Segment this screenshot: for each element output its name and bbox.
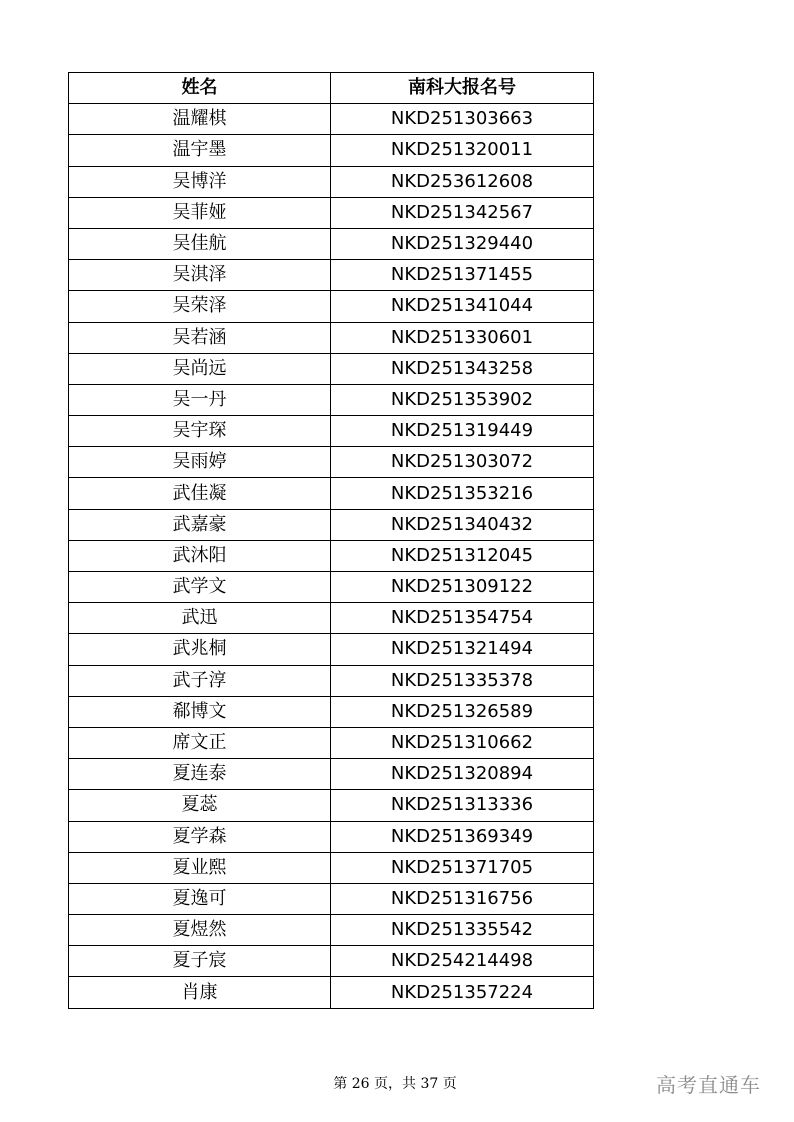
- cell-name: 武迅: [69, 603, 331, 634]
- cell-application-id: NKD251357224: [331, 977, 594, 1008]
- table-row: [69, 977, 594, 1008]
- cell-name: 温耀棋: [69, 104, 331, 135]
- header-application-id: 南科大报名号: [331, 73, 594, 104]
- table-body: [69, 104, 594, 1008]
- table-row: [69, 291, 594, 322]
- cell-application-id: NKD254214498: [331, 946, 594, 977]
- table-row: [69, 665, 594, 696]
- cell-application-id: NKD253612608: [331, 166, 594, 197]
- table-row: [69, 384, 594, 415]
- table-row: [69, 540, 594, 571]
- cell-name: 武佳凝: [69, 478, 331, 509]
- cell-name: 吴尚远: [69, 353, 331, 384]
- cell-name: 夏连泰: [69, 759, 331, 790]
- cell-name: 吴一丹: [69, 384, 331, 415]
- cell-application-id: NKD251309122: [331, 572, 594, 603]
- cell-application-id: NKD251312045: [331, 540, 594, 571]
- cell-application-id: NKD251354754: [331, 603, 594, 634]
- table-row: [69, 228, 594, 259]
- table-row: [69, 603, 594, 634]
- table-row: [69, 135, 594, 166]
- table-row: [69, 821, 594, 852]
- cell-name: 夏学森: [69, 821, 331, 852]
- cell-name: 武学文: [69, 572, 331, 603]
- table-row: [69, 946, 594, 977]
- cell-name: 夏煜然: [69, 915, 331, 946]
- page-number: 第 26 页，共 37 页: [333, 1076, 457, 1092]
- cell-name: 吴博洋: [69, 166, 331, 197]
- cell-application-id: NKD251329440: [331, 228, 594, 259]
- table-row: [69, 353, 594, 384]
- table-row: [69, 790, 594, 821]
- cell-application-id: NKD251316756: [331, 883, 594, 914]
- cell-name: 吴菲娅: [69, 197, 331, 228]
- cell-name: 夏蕊: [69, 790, 331, 821]
- table-row: [69, 509, 594, 540]
- table-row: [69, 478, 594, 509]
- cell-name: 夏子宸: [69, 946, 331, 977]
- cell-name: 夏业熙: [69, 852, 331, 883]
- table-row: [69, 634, 594, 665]
- cell-name: 郗博文: [69, 696, 331, 727]
- cell-name: 席文正: [69, 727, 331, 758]
- table-row: [69, 447, 594, 478]
- cell-application-id: NKD251371705: [331, 852, 594, 883]
- cell-application-id: NKD251303072: [331, 447, 594, 478]
- cell-name: 吴佳航: [69, 228, 331, 259]
- cell-name: 武嘉豪: [69, 509, 331, 540]
- cell-name: 吴宇琛: [69, 416, 331, 447]
- cell-name: 武子淳: [69, 665, 331, 696]
- cell-application-id: NKD251341044: [331, 291, 594, 322]
- cell-application-id: NKD251330601: [331, 322, 594, 353]
- cell-name: 温宇墨: [69, 135, 331, 166]
- table-row: [69, 197, 594, 228]
- cell-application-id: NKD251326589: [331, 696, 594, 727]
- cell-name: 武兆桐: [69, 634, 331, 665]
- cell-application-id: NKD251369349: [331, 821, 594, 852]
- cell-application-id: NKD251303663: [331, 104, 594, 135]
- table-row: [69, 104, 594, 135]
- cell-application-id: NKD251371455: [331, 260, 594, 291]
- table-row: [69, 322, 594, 353]
- cell-application-id: NKD251335378: [331, 665, 594, 696]
- cell-application-id: NKD251320011: [331, 135, 594, 166]
- table-row: [69, 260, 594, 291]
- cell-name: 吴淇泽: [69, 260, 331, 291]
- table-row: [69, 696, 594, 727]
- cell-application-id: NKD251313336: [331, 790, 594, 821]
- cell-application-id: NKD251320894: [331, 759, 594, 790]
- cell-application-id: NKD251319449: [331, 416, 594, 447]
- header-name: 姓名: [69, 73, 331, 104]
- table-row: [69, 915, 594, 946]
- applicant-table: [68, 72, 594, 1009]
- cell-application-id: NKD251321494: [331, 634, 594, 665]
- cell-application-id: NKD251343258: [331, 353, 594, 384]
- cell-name: 吴荣泽: [69, 291, 331, 322]
- table-row: [69, 759, 594, 790]
- table-row: [69, 883, 594, 914]
- cell-name: 夏逸可: [69, 883, 331, 914]
- cell-application-id: NKD251353902: [331, 384, 594, 415]
- cell-application-id: NKD251310662: [331, 727, 594, 758]
- cell-name: 吴若涵: [69, 322, 331, 353]
- cell-application-id: NKD251353216: [331, 478, 594, 509]
- cell-application-id: NKD251335542: [331, 915, 594, 946]
- cell-application-id: NKD251342567: [331, 197, 594, 228]
- cell-name: 武沐阳: [69, 540, 331, 571]
- table-row: [69, 416, 594, 447]
- table-row: [69, 166, 594, 197]
- table-header-row: [69, 73, 594, 104]
- table-row: [69, 572, 594, 603]
- cell-name: 肖康: [69, 977, 331, 1008]
- watermark-text: 高考直通车: [656, 1073, 761, 1097]
- table-row: [69, 852, 594, 883]
- table-row: [69, 727, 594, 758]
- cell-name: 吴雨婷: [69, 447, 331, 478]
- cell-application-id: NKD251340432: [331, 509, 594, 540]
